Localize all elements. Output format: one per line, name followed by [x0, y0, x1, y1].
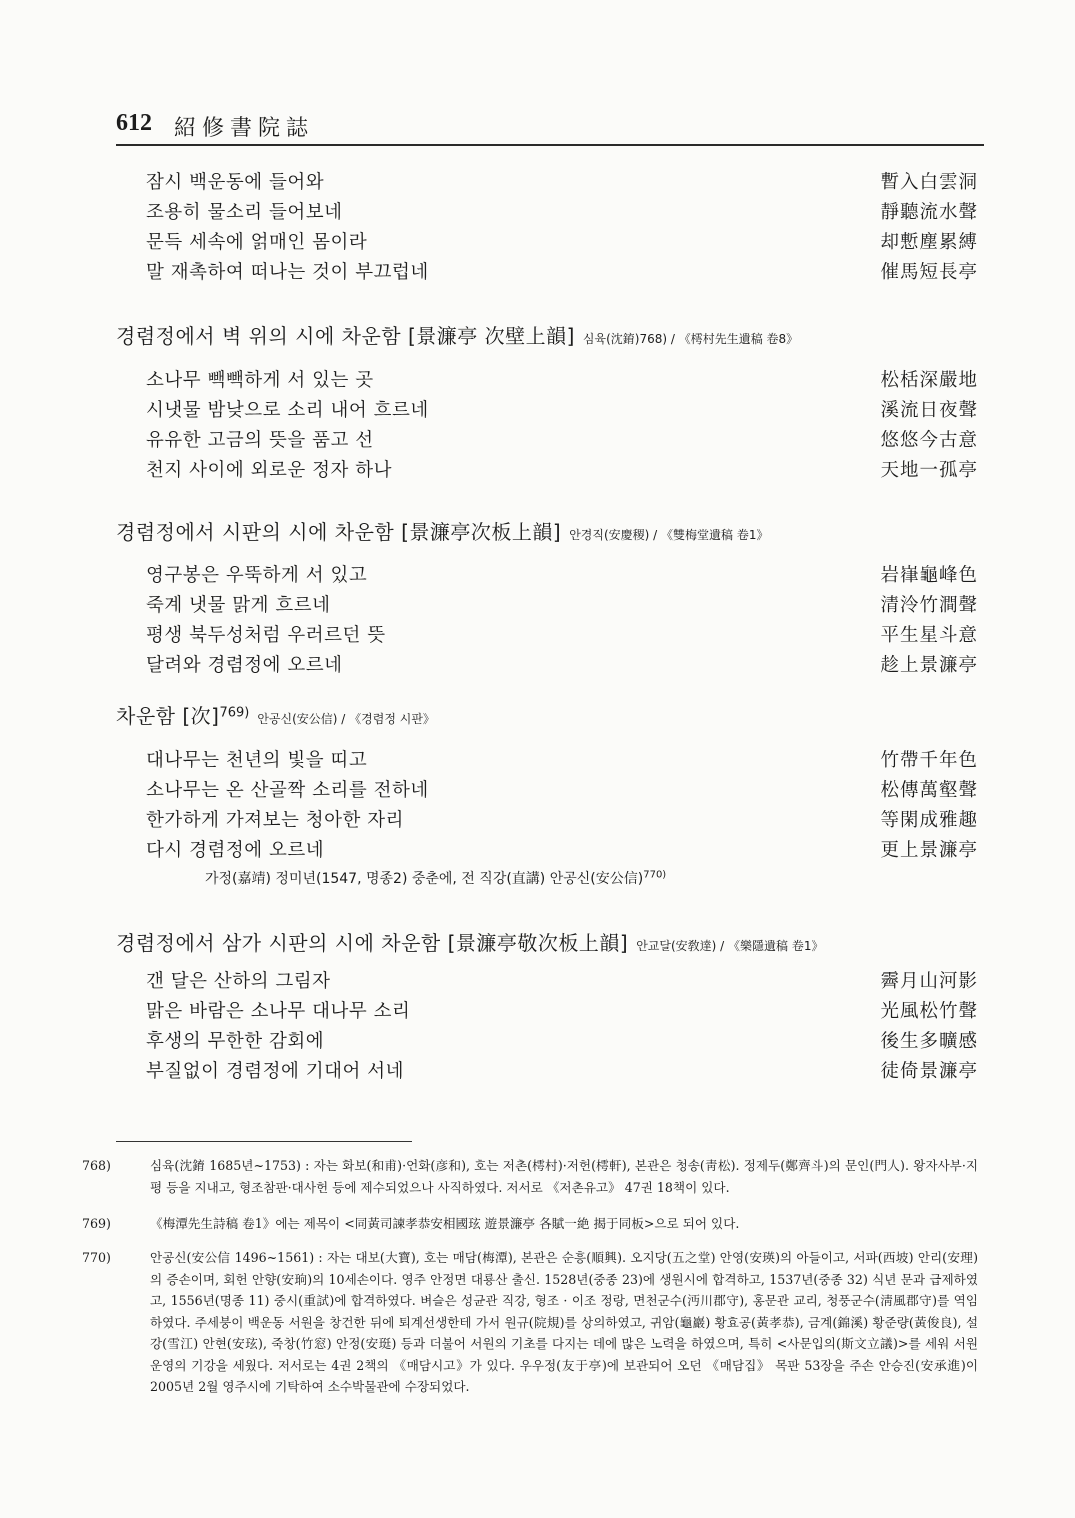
korean-line: 잠시 백운동에 들어와 [146, 172, 325, 193]
korean-line: 소나무 빽빽하게 서 있는 곳 [146, 370, 374, 391]
korean-line: 말 재촉하여 떠나는 것이 부끄럽네 [146, 262, 429, 283]
footnote-divider [116, 1141, 412, 1142]
hanja-line: 霽月山河影 [880, 971, 978, 992]
hanja-line: 松傳萬壑聲 [880, 780, 978, 801]
poem-line [146, 621, 978, 651]
poem-continued [146, 168, 978, 288]
hanja-line: 平生星斗意 [880, 625, 978, 646]
footnote-ref: 769) [219, 705, 250, 721]
hanja-line: 暫入白雲洞 [880, 172, 978, 193]
poem-body [146, 967, 978, 1087]
hanja-line: 更上景濂亭 [880, 840, 978, 861]
hanja-line: 竹帶千年色 [880, 750, 978, 771]
hanja-line: 後生多曠感 [880, 1031, 978, 1052]
poem-body [146, 561, 978, 681]
korean-line: 소나무는 온 산골짝 소리를 전하네 [146, 780, 429, 801]
footnote-number: 768) [82, 1158, 111, 1173]
korean-line: 죽계 냇물 맑게 흐르네 [146, 595, 331, 616]
footnote [82, 1247, 978, 1398]
poem-line [146, 1027, 978, 1057]
poem-line [146, 366, 978, 396]
footnote [82, 1213, 978, 1235]
hanja-line: 岩嵂龜峰色 [880, 565, 978, 586]
hanja-line: 徒倚景濂亭 [880, 1061, 978, 1082]
poem-line [146, 591, 978, 621]
poem-line [146, 168, 978, 198]
hanja-line: 悠悠今古意 [880, 430, 978, 451]
korean-line: 문득 세속에 얽매인 몸이라 [146, 232, 368, 253]
korean-line: 다시 경렴정에 오르네 [146, 840, 325, 861]
poem-title: 경렴정에서 벽 위의 시에 차운함 [景濂亭 次壁上韻] [116, 324, 575, 348]
poem-line [146, 396, 978, 426]
poem-line [146, 997, 978, 1027]
poem-heading [116, 927, 823, 956]
hanja-line: 靜聽流水聲 [880, 202, 978, 223]
poem-line [146, 456, 978, 486]
korean-line: 조용히 물소리 들어보네 [146, 202, 343, 223]
korean-line: 갠 달은 산하의 그림자 [146, 971, 331, 992]
poem-body [146, 366, 978, 486]
footnote-text: 《梅潭先生詩稿 卷1》에는 제목이 <同黃司諫孝恭安相國玹 遊景濂亭 各賦一絶 揭于同板>으로 되어 있다. [150, 1216, 740, 1231]
book-title: 紹修書院誌 [174, 116, 315, 141]
korean-line: 달려와 경렴정에 오르네 [146, 655, 343, 676]
footnote-text: 안공신(安公信 1496~1561) : 자는 대보(大寶), 호는 매담(梅潭), 본관은 순흥(順興). 오지당(五之堂) 안영(安瑛)의 아들이고, 서파(西坡) 안리(安理)의 증손이며, 회헌 안향(安珦)의 10세손이다. 영주 안정면 대룡산 출신. 1528년(중종 23)에 생원시에 합격하고, 1537년(중종 32) 식년 문과 급제하였고, 1556년(명종 11) 중시(重試)에 합격하였다. 벼슬은 성균관 직강, 형조 · 이조 정랑, 면천군수(沔川郡守), 홍문관 교리, 청풍군수(淸風郡守)를 역임하였다. 주세붕이 백운동 서원을 창건한 뒤에 퇴계선생한테 가서 원규(院規)를 상의하였고, 귀암(龜巖) 황효공(黃孝恭), 금계(錦溪) 황준량(黃俊良), 설강(雪江) 안현(安玹), 죽창(竹窓) 안정(安珽) 등과 더불어 서원의 기초를 다지는 데에 많은 노력을 하였으며, 특히 <사문입의(斯文立議)>를 세워 서원 운영의 기강을 세웠다. 저서로는 4권 2책의 《매담시고》가 있다. 우우정(友于亭)에 보관되어 오던 《매담집》 목판 53장을 주손 안승진(安承進)이 2005년 2월 영주시에 기탁하여 소수박물관에 수장되었다. [150, 1250, 978, 1394]
korean-line: 맑은 바람은 소나무 대나무 소리 [146, 1001, 411, 1022]
poem-heading [116, 700, 435, 729]
poem-source: 안경직(安慶稷) / 《雙梅堂遺稿 卷1》 [569, 528, 769, 542]
hanja-line: 溪流日夜聲 [880, 400, 978, 421]
korean-line: 부질없이 경렴정에 기대어 서네 [146, 1061, 404, 1082]
poem-line [146, 228, 978, 258]
hanja-line: 趁上景濂亭 [880, 655, 978, 676]
poem-source: 심육(沈錥)768) / 《樗村先生遺稿 卷8》 [582, 332, 799, 346]
korean-line: 천지 사이에 외로운 정자 하나 [146, 460, 392, 481]
poem-line [146, 651, 978, 681]
hanja-line: 松栝深嚴地 [880, 370, 978, 391]
poem-line [146, 258, 978, 288]
poem-source: 안공신(安公信) / 《경렴정 시판》 [257, 712, 435, 726]
korean-line: 한가하게 가져보는 청아한 자리 [146, 810, 404, 831]
hanja-line: 催馬短長亭 [880, 262, 978, 283]
poem-line [146, 198, 978, 228]
colophon-text: 가정(嘉靖) 정미년(1547, 명종2) 중춘에, 전 직강(直講) 안공신(安公信) [205, 871, 644, 887]
korean-line: 유유한 고금의 뜻을 품고 선 [146, 430, 374, 451]
poem-heading [116, 516, 768, 545]
poem-line [146, 967, 978, 997]
footnote-number: 770) [82, 1250, 111, 1265]
poem-title: 경렴정에서 시판의 시에 차운함 [景濂亭次板上韻] [116, 520, 562, 544]
hanja-line: 却慙塵累縛 [880, 232, 978, 253]
hanja-line: 光風松竹聲 [880, 1001, 978, 1022]
page-number: 612 [116, 110, 152, 136]
footnote-text: 심육(沈錥 1685년~1753) : 자는 화보(和甫)·언화(彦和), 호는 저촌(樗村)·저헌(樗軒), 본관은 청송(靑松). 정제두(鄭齊斗)의 문인(門人). 왕자사부·지평 등을 지내고, 형조참판·대사헌 등에 제수되었으나 사직하였다. 저서로 《저촌유고》 47권 18책이 있다. [150, 1158, 978, 1195]
korean-line: 평생 북두성처럼 우러르던 뜻 [146, 625, 386, 646]
colophon [205, 868, 666, 888]
footnote-ref: 770) [643, 869, 667, 881]
poem-heading [116, 320, 798, 349]
poem-line [146, 426, 978, 456]
korean-line: 대나무는 천년의 빛을 띠고 [146, 750, 368, 771]
poem-line [146, 806, 978, 836]
poem-line [146, 1057, 978, 1087]
poem-title: 경렴정에서 삼가 시판의 시에 차운함 [景濂亭敬次板上韻] [116, 931, 629, 955]
korean-line: 후생의 무한한 감회에 [146, 1031, 325, 1052]
korean-line: 시냇물 밤낮으로 소리 내어 흐르네 [146, 400, 429, 421]
poem-line [146, 836, 978, 866]
korean-line: 영구봉은 우뚝하게 서 있고 [146, 565, 368, 586]
hanja-line: 等閑成雅趣 [880, 810, 978, 831]
poem-source: 안교달(安敎達) / 《樂隱遺稿 卷1》 [636, 939, 824, 953]
poem-body [146, 746, 978, 866]
footnote-number: 769) [82, 1216, 111, 1231]
poem-line [146, 746, 978, 776]
poem-line [146, 776, 978, 806]
page-header [116, 108, 984, 146]
poem-title: 차운함 [次] [116, 704, 220, 728]
footnote [82, 1155, 978, 1198]
hanja-line: 清泠竹澗聲 [880, 595, 978, 616]
poem-line [146, 561, 978, 591]
hanja-line: 天地一孤亭 [880, 460, 978, 481]
